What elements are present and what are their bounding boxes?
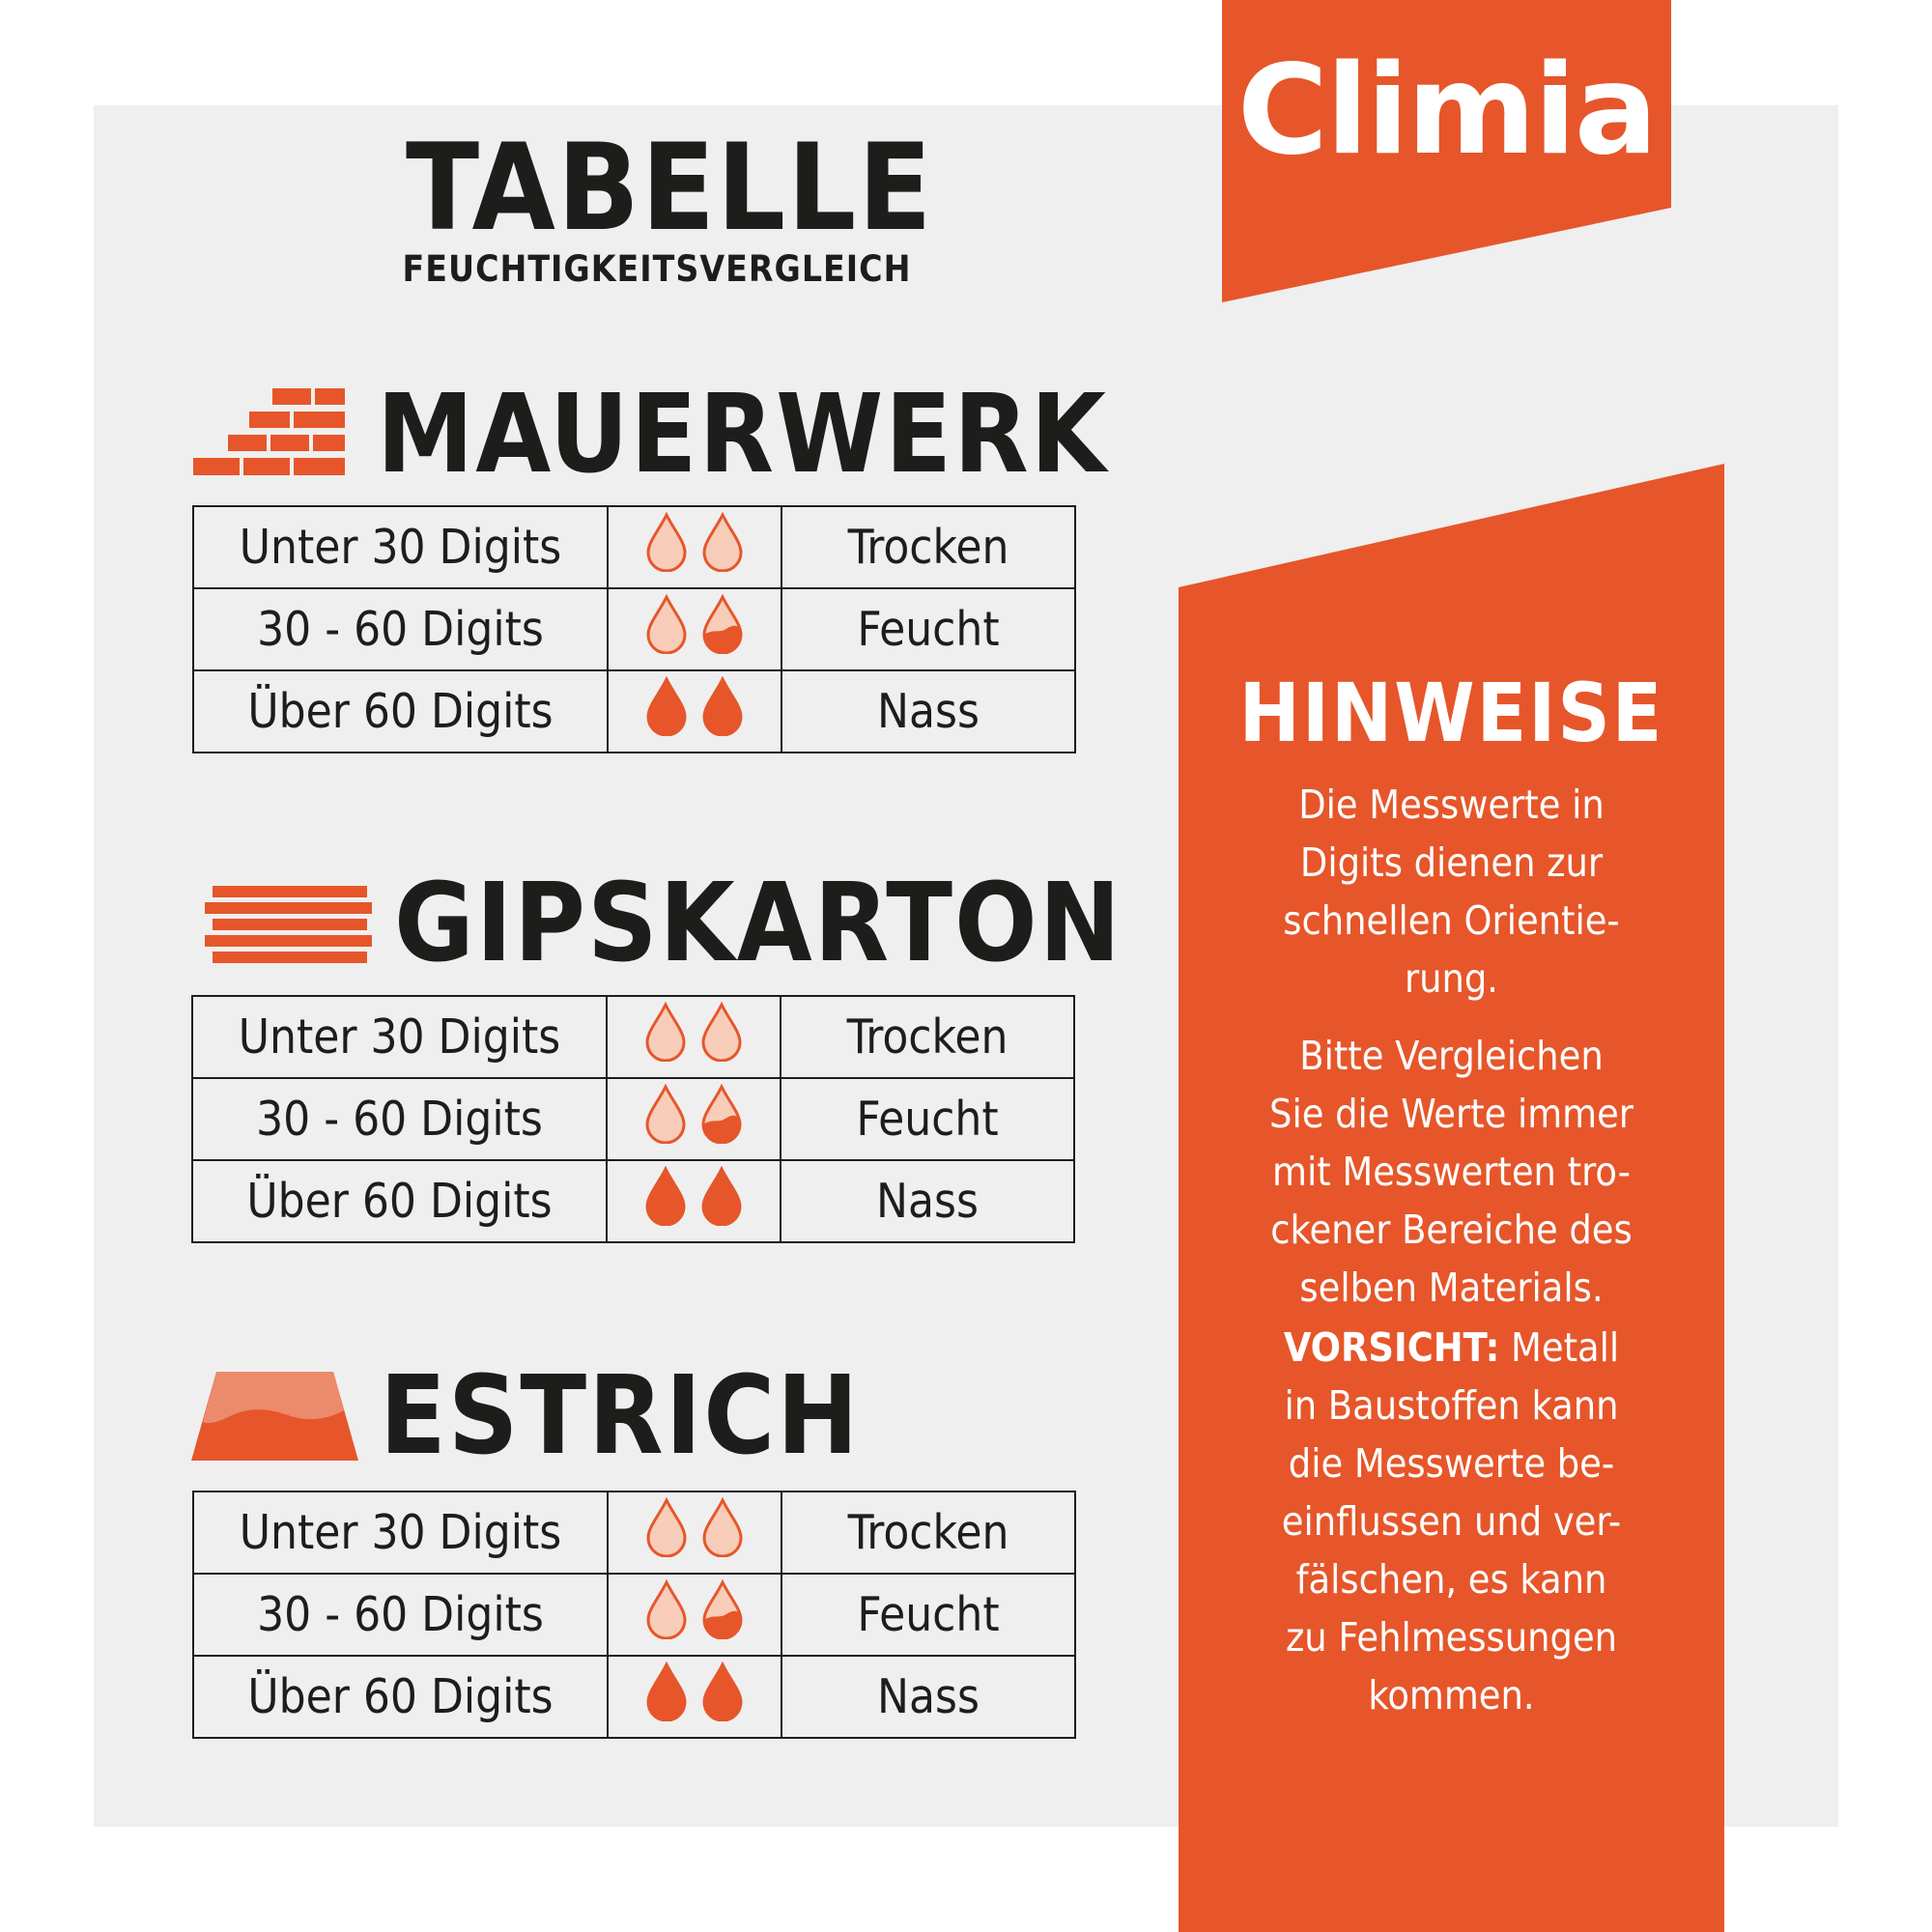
range-cell: Über 60 Digits (193, 670, 608, 753)
drop-dry-icon (644, 1002, 687, 1062)
range-cell: Unter 30 Digits (193, 1492, 608, 1574)
drywall-boards-icon (205, 886, 372, 965)
warning-label: VORSICHT: (1283, 1324, 1500, 1371)
drop-dry-icon (645, 1579, 688, 1639)
range-cell: 30 - 60 Digits (193, 1574, 608, 1656)
range-cell: Über 60 Digits (192, 1160, 607, 1242)
drops-cell (608, 1656, 781, 1738)
drops-cell (608, 1574, 781, 1656)
table-row (193, 1656, 1075, 1738)
moisture-table-mauerwerk (192, 505, 1076, 753)
range-cell: 30 - 60 Digits (192, 1078, 607, 1160)
status-cell: Trocken (781, 996, 1074, 1078)
drop-half-icon (701, 1579, 744, 1639)
status-cell: Nass (781, 670, 1075, 753)
table-row (193, 1574, 1075, 1656)
drop-half-icon (700, 1084, 743, 1144)
page-subtitle: FEUCHTIGKEITSVERGLEICH (402, 248, 912, 290)
moisture-table-estrich (192, 1491, 1076, 1739)
table-row (192, 1160, 1074, 1242)
drops-cell (608, 1492, 781, 1574)
hint-paragraph-3 (1208, 1319, 1695, 1724)
drop-dry-icon (644, 1084, 687, 1144)
status-cell: Trocken (781, 506, 1075, 588)
status-cell: Feucht (781, 1078, 1074, 1160)
status-cell: Feucht (781, 588, 1075, 670)
section-title-mauerwerk: MAUERWERK (377, 372, 1108, 497)
table-row (193, 588, 1075, 670)
status-cell: Feucht (781, 1574, 1075, 1656)
warning-text: Metall in Baustoffen kann die Messwerte be- einflussen und ver- fälschen, es kann zu Fehlmessungen kommen. (1281, 1324, 1622, 1719)
screed-layer-icon (191, 1372, 358, 1461)
status-cell: Trocken (781, 1492, 1075, 1574)
drop-half-icon (701, 594, 744, 654)
drops-cell (607, 1160, 781, 1242)
hint-paragraph-1: Die Messwerte in Digits dienen zur schnellen Orientie- rung. (1283, 781, 1620, 1002)
drops-cell (607, 1078, 781, 1160)
page-title: TABELLE (406, 119, 934, 258)
drops-cell (608, 506, 781, 588)
table-row (192, 996, 1074, 1078)
range-cell: Unter 30 Digits (193, 506, 608, 588)
drop-wet-icon (645, 676, 688, 736)
drops-cell (607, 996, 781, 1078)
table-row (193, 506, 1075, 588)
range-cell: Über 60 Digits (193, 1656, 608, 1738)
drop-wet-icon (701, 676, 744, 736)
range-cell: Unter 30 Digits (192, 996, 607, 1078)
drop-dry-icon (701, 512, 744, 572)
drop-dry-icon (645, 512, 688, 572)
table-row (193, 670, 1075, 753)
drop-dry-icon (645, 594, 688, 654)
table-row (192, 1078, 1074, 1160)
hints-title: HINWEISE (1238, 666, 1664, 760)
brick-wall-icon (193, 388, 345, 475)
drop-wet-icon (644, 1166, 687, 1226)
drop-dry-icon (645, 1497, 688, 1557)
table-row (193, 1492, 1075, 1574)
section-title-gipskarton: GIPSKARTON (394, 861, 1122, 986)
section-title-estrich: ESTRICH (380, 1353, 861, 1479)
brand-logo: Climia (1236, 39, 1657, 183)
drop-wet-icon (700, 1166, 743, 1226)
drop-dry-icon (700, 1002, 743, 1062)
drop-wet-icon (645, 1662, 688, 1721)
status-cell: Nass (781, 1656, 1075, 1738)
hint-paragraph-2: Bitte Vergleichen Sie die Werte immer mit Messwerten tro- ckener Bereiche des selben Materials. (1269, 1033, 1634, 1311)
moisture-table-gipskarton (191, 995, 1075, 1243)
drops-cell (608, 588, 781, 670)
drop-wet-icon (701, 1662, 744, 1721)
drops-cell (608, 670, 781, 753)
status-cell: Nass (781, 1160, 1074, 1242)
drop-dry-icon (701, 1497, 744, 1557)
range-cell: 30 - 60 Digits (193, 588, 608, 670)
